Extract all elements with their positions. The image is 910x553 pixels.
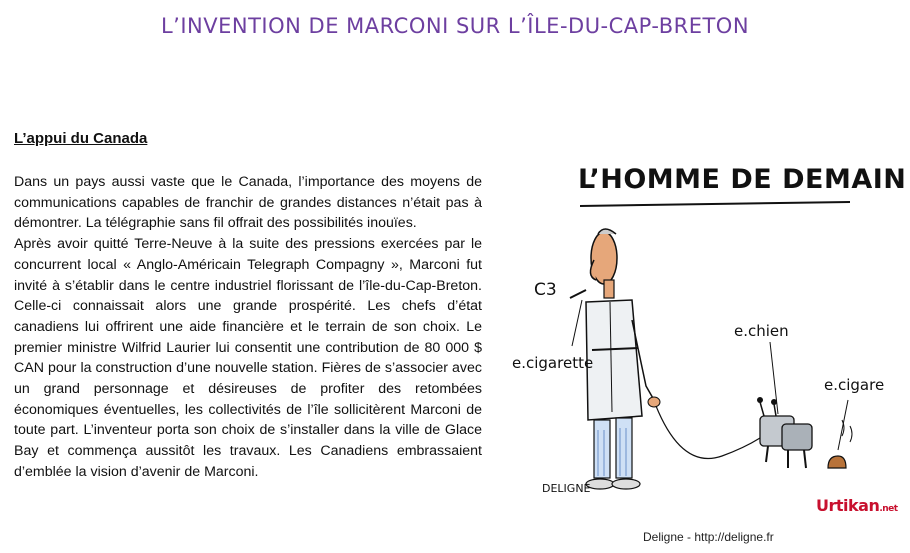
- brand-name: Urtikan: [816, 496, 880, 515]
- label-e-cigarette: e.cigarette: [512, 354, 594, 372]
- smoke-text: C3: [534, 280, 557, 300]
- label-e-chien: e.chien: [734, 322, 789, 340]
- image-credit: Deligne - http://deligne.fr: [643, 530, 774, 544]
- page-title: L’INVENTION DE MARCONI SUR L’ÎLE-DU-CAP-BRETON: [160, 14, 750, 38]
- brand-suffix: .net: [879, 504, 898, 514]
- article-paragraph: Après avoir quitté Terre-Neuve à la suite des pressions exercées par le concurrent local « Anglo-Américain Telegraph Compagny », Marconi fut invité à s’établir dans le centre industriel florissant de l’île-du-Cap-Breton. Celle-ci connaissait alors une grande prospérité. Les chefs d’état canadiens lui offrirent une aide financière et le terrain de son choix. Le premier ministre Wilfrid Laurier lui consentit une contribution de 80 000 $ CAN pour la construction d’une nouvelle station. Fières de s’associer avec un grand personnage et désireuses de profiter des retombées économiques éventuelles, les collectivités de l’île sollicitèrent Marconi de toute part. L’inventeur porta son choix de s’installer dans la ville de Glace Bay et commença aussitôt les travaux. Les Canadiens embrassaient d’emblée la vision d’avenir de Marconi.: [14, 236, 482, 480]
- brand-logo: [816, 496, 898, 515]
- artist-signature: DELIGNE: [542, 482, 591, 495]
- cartoon-drawing: [512, 150, 880, 522]
- cartoon-title: L’HOMME DE DEMAIN: [578, 164, 907, 195]
- label-e-cigare: e.cigare: [824, 376, 885, 394]
- article-paragraph: Dans un pays aussi vaste que le Canada, l’importance des moyens de communications capables de franchir de grandes distances n’était pas à démontrer. La télégraphie sans fil offrait des possibilités inouïes.: [14, 174, 482, 232]
- section-heading: L’appui du Canada: [14, 130, 148, 147]
- cartoon-illustration: [512, 150, 907, 522]
- article-body: [14, 172, 482, 483]
